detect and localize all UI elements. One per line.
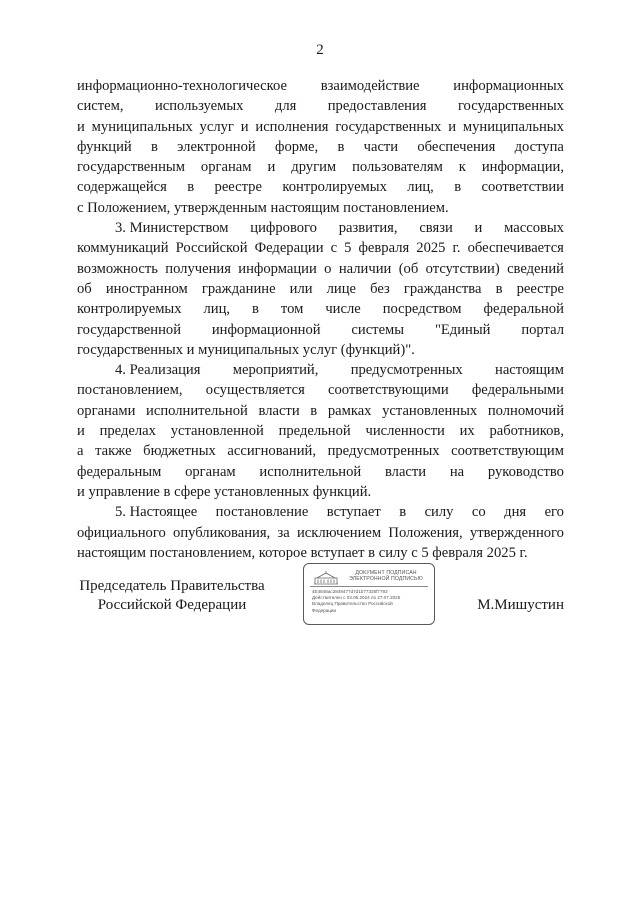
text-word: соответствующим (451, 443, 564, 460)
text-line: государственных и муниципальных услуг (функций)". (77, 341, 415, 358)
text-word: предоставления (327, 98, 427, 115)
text-line (77, 238, 564, 258)
text-word: предельной (278, 423, 351, 440)
text-word: опубликования, (173, 524, 271, 541)
text-word: развития, (338, 220, 398, 237)
text-word: реестре (214, 179, 262, 196)
text-word: руководство (487, 463, 564, 480)
text-word: власти (384, 463, 427, 480)
text-word: лице (326, 280, 357, 297)
text-line (77, 279, 564, 299)
text-word: информации (238, 260, 317, 277)
text-word: федеральными (471, 382, 564, 399)
text-word: исполнительной (259, 463, 362, 480)
text-word: 3. Министерством (115, 220, 229, 237)
text-word: соответствующими (328, 382, 449, 399)
text-word: постановлением, (77, 382, 183, 399)
text-word: органам (200, 159, 252, 176)
text-word: систем, (77, 98, 124, 115)
text-word: посредством (382, 301, 462, 318)
text-line (77, 320, 564, 340)
text-word: форме, (274, 138, 319, 155)
text-word: информации, (481, 159, 564, 176)
text-word: контролируемых (282, 179, 387, 196)
text-word: на (449, 463, 465, 480)
text-line: и управление в сфере установленных функций. (77, 483, 372, 500)
text-line (77, 380, 564, 400)
stamp-owner-line-1: Владелец Правительство Российской (312, 601, 393, 607)
text-word: государственных (335, 118, 442, 135)
text-word: органами (77, 402, 136, 419)
text-word: 4. Реализация (115, 362, 201, 379)
text-word: том (280, 301, 304, 318)
text-word: установленных (382, 402, 478, 419)
text-word: и (77, 118, 85, 135)
text-word: вступает (326, 504, 381, 521)
text-line (77, 421, 564, 441)
text-word: со (471, 504, 486, 521)
text-line (77, 502, 564, 522)
text-word: соответствии (481, 179, 564, 196)
text-word: в (187, 179, 195, 196)
text-line (77, 218, 564, 238)
text-line: настоящим постановлением, которое вступает в силу с 5 февраля 2025 г. (77, 544, 528, 561)
text-line (77, 523, 564, 543)
text-word: иностранном (105, 280, 188, 297)
stamp-title (342, 570, 430, 583)
text-word: взаимодействие (320, 78, 420, 94)
text-word: лиц, (203, 301, 231, 318)
text-line (77, 96, 564, 116)
text-word: в (310, 402, 318, 419)
text-word: или (289, 280, 313, 297)
signer-title-line-2: Российской Федерации (97, 597, 247, 613)
stamp-title-line-2: ЭЛЕКТРОННОЙ ПОДПИСЬЮ (349, 576, 423, 583)
text-word: дня (504, 504, 527, 521)
text-line: с Положением, утвержденным настоящим постановлением. (77, 199, 449, 216)
text-word: реестре (516, 280, 564, 297)
text-word: муниципальных (462, 118, 564, 135)
text-word: информационно-технологическое (77, 78, 287, 94)
building-icon (312, 570, 340, 586)
text-word: также (95, 443, 132, 460)
text-word: информационной (211, 321, 321, 338)
document-body (77, 76, 564, 563)
text-word: и (448, 118, 457, 135)
text-word: официального (77, 524, 166, 541)
text-word: и (474, 220, 483, 237)
text-word: г. (452, 240, 461, 257)
text-word: другим (291, 159, 337, 176)
text-word: без (370, 280, 390, 297)
text-word: портал (521, 321, 564, 338)
text-word: (об (398, 260, 419, 277)
text-word: настоящим (495, 362, 564, 379)
text-word: связи (419, 220, 453, 237)
text-word: числе (325, 301, 361, 318)
text-word: Положения, (388, 524, 463, 541)
text-word: 5 (344, 240, 352, 257)
text-word: февраля (358, 240, 410, 257)
text-word: об (77, 280, 92, 297)
text-word: и (240, 118, 249, 135)
text-word: получения (165, 260, 231, 277)
text-word: в (495, 280, 503, 297)
text-line (77, 259, 564, 279)
text-word: федеральным (77, 463, 162, 480)
text-word: а (77, 443, 84, 460)
text-word: пользователям (352, 159, 443, 176)
text-word: части (363, 138, 399, 155)
text-word: для (274, 98, 297, 115)
text-word: электронной (177, 138, 256, 155)
text-word: бюджетных (143, 443, 216, 460)
text-word: отсутствии) (425, 260, 500, 277)
text-word: к (458, 159, 466, 176)
text-word: исполнительной (146, 402, 248, 419)
text-line (77, 360, 564, 380)
text-word: информационных (453, 78, 564, 94)
text-word: о (324, 260, 332, 277)
text-word: ассигнований, (227, 443, 316, 460)
text-word: лиц, (407, 179, 434, 196)
text-line (77, 76, 564, 96)
text-word: коммуникаций (77, 240, 169, 257)
text-word: содержащейся (77, 179, 167, 196)
text-line (77, 157, 564, 177)
text-word: силу (424, 504, 454, 521)
text-word: государственных (457, 98, 564, 115)
text-word: государственной (77, 321, 182, 338)
text-word: услуг (199, 118, 234, 135)
text-word: за (277, 524, 290, 541)
stamp-owner-line-2: Федерации (312, 607, 337, 613)
text-word: предусмотренных (327, 443, 440, 460)
text-word: и (77, 423, 85, 440)
signer-name: М.Мишустин (477, 597, 564, 613)
text-word: гражданства (403, 280, 482, 297)
stamp-validity: Действителен с 03.05.2024 по 27.07.2025 (312, 595, 401, 601)
text-word: функций (77, 138, 132, 155)
page-number: 2 (316, 42, 324, 58)
text-word: численности (365, 423, 445, 440)
text-word: Российской (175, 240, 248, 257)
text-word: установленной (170, 423, 264, 440)
text-word: его (544, 504, 564, 521)
text-word: утвержденного (469, 524, 564, 541)
signer-title-line-1: Председатель Правительства (79, 578, 265, 594)
text-word: доступа (514, 138, 564, 155)
text-word: "Единый (434, 321, 491, 338)
text-word: их (459, 423, 475, 440)
text-word: цифрового (250, 220, 317, 237)
text-line (77, 462, 564, 482)
text-word: возможность (77, 260, 158, 277)
text-word: пределах (99, 423, 156, 440)
text-line (77, 441, 564, 461)
text-word: исполнения (255, 118, 329, 135)
text-line (77, 177, 564, 197)
text-word: 2025 (416, 240, 446, 257)
stamp-certificate: 4E4848ac2848477d7d1b77335f7792 (312, 589, 388, 594)
text-word: мероприятий, (232, 362, 319, 379)
text-word: системы (351, 321, 405, 338)
text-word: в (399, 504, 407, 521)
text-word: предусмотренных (350, 362, 463, 379)
text-word: в (337, 138, 345, 155)
stamp-divider (310, 586, 428, 587)
text-word: полномочий (487, 402, 564, 419)
text-word: муниципальных (91, 118, 193, 135)
text-word: Федерации (254, 240, 324, 257)
text-word: гражданине (201, 280, 276, 297)
text-word: федеральной (483, 301, 564, 318)
text-word: обеспечения (417, 138, 496, 155)
text-word: власти (258, 402, 300, 419)
text-word: массовых (504, 220, 564, 237)
text-word: и (267, 159, 276, 176)
text-line (77, 137, 564, 157)
text-word: органам (185, 463, 236, 480)
signature-block (77, 563, 564, 633)
text-word: наличии (338, 260, 392, 277)
text-word: государственным (77, 159, 185, 176)
text-word: используемых (154, 98, 244, 115)
text-line (77, 299, 564, 319)
text-word: рамках (327, 402, 372, 419)
electronic-signature-stamp (303, 563, 435, 625)
text-word: обеспечивается (467, 240, 564, 257)
text-line (77, 117, 564, 137)
text-word: в (151, 138, 158, 155)
text-word: исключением (296, 524, 382, 541)
stamp-title-line-1: ДОКУМЕНТ ПОДПИСАН (355, 570, 417, 576)
text-word: 5. Настоящее (115, 504, 198, 521)
text-word: работников, (489, 423, 564, 440)
text-word: контролируемых (77, 301, 182, 318)
text-word: сведений (507, 260, 564, 277)
text-word: в (454, 179, 462, 196)
text-word: в (252, 301, 259, 318)
signer-title (77, 577, 267, 615)
text-word: постановление (215, 504, 309, 521)
stamp-details (312, 589, 430, 614)
text-word: с (330, 240, 338, 257)
text-word: осуществляется (205, 382, 305, 399)
text-line (77, 401, 564, 421)
